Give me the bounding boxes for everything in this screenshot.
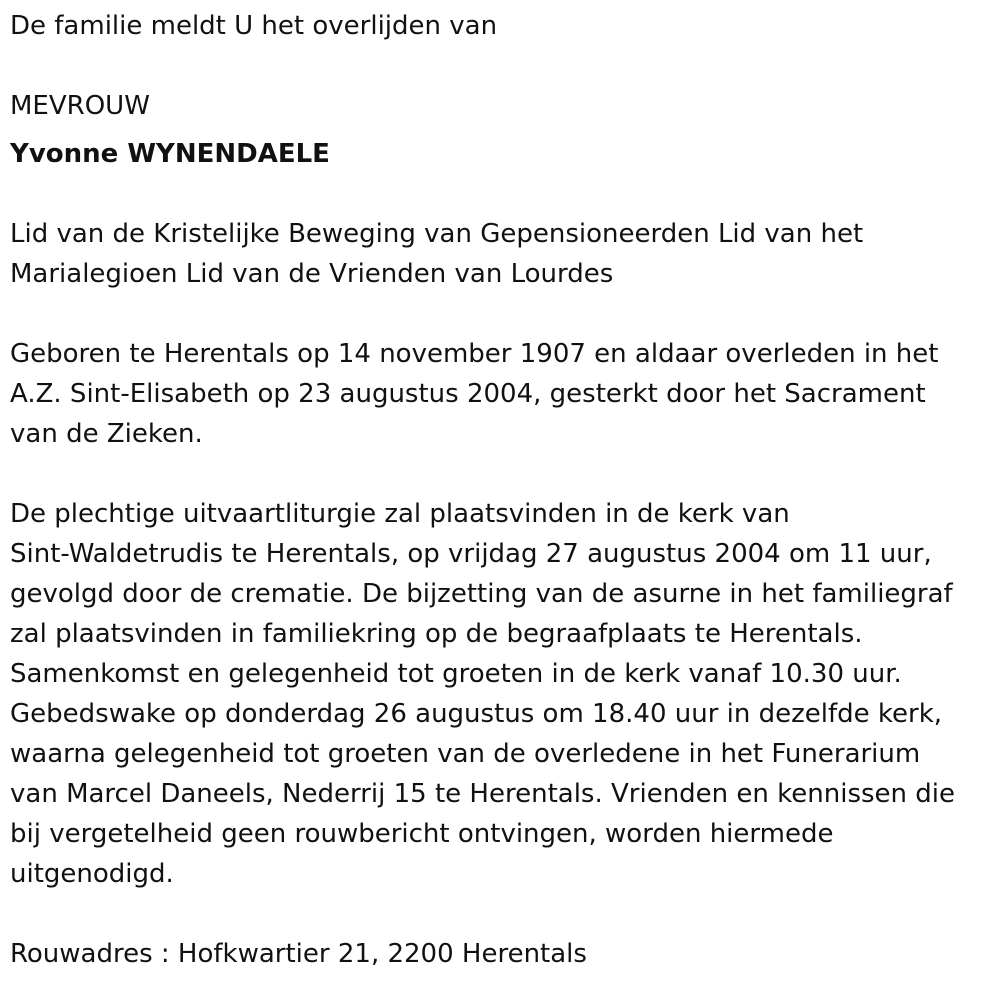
birth-death-paragraph xyxy=(10,334,1000,454)
spacer xyxy=(10,454,1000,494)
intro-text: De familie meldt U het overlijden van xyxy=(10,11,498,41)
paragraph-line: zal plaatsvinden in familiekring op de begraafplaats te Herentals. xyxy=(10,619,863,649)
spacer xyxy=(10,126,1000,134)
mourning-address: Rouwadres : Hofkwartier 21, 2200 Herentals xyxy=(10,939,587,969)
paragraph-line: uitgenodigd. xyxy=(10,859,174,889)
paragraph-line: waarna gelegenheid tot groeten van de overledene in het Funerarium xyxy=(10,739,921,769)
paragraph-line: van Marcel Daneels, Nederrij 15 te Herentals. Vrienden en kennissen die xyxy=(10,779,956,809)
paragraph-line: gevolgd door de crematie. De bijzetting van de asurne in het familiegraf xyxy=(10,579,953,609)
honorific-title: MEVROUW xyxy=(10,91,150,121)
memberships-paragraph xyxy=(10,214,1000,294)
paragraph-line: bij vergetelheid geen rouwbericht ontvingen, worden hiermede xyxy=(10,819,834,849)
paragraph-line: Marialegioen Lid van de Vrienden van Lourdes xyxy=(10,259,614,289)
paragraph-line: Gebedswake op donderdag 26 augustus om 18.40 uur in dezelfde kerk, xyxy=(10,699,943,729)
funeral-paragraph xyxy=(10,494,1000,894)
paragraph-line: De plechtige uitvaartliturgie zal plaatsvinden in de kerk van xyxy=(10,499,790,529)
spacer xyxy=(10,46,1000,86)
spacer xyxy=(10,894,1000,934)
paragraph-line: Sint-Waldetrudis te Herentals, op vrijdag 27 augustus 2004 om 11 uur, xyxy=(10,539,932,569)
paragraph-line: Samenkomst en gelegenheid tot groeten in de kerk vanaf 10.30 uur. xyxy=(10,659,902,689)
paragraph-line: Geboren te Herentals op 14 november 1907 en aldaar overleden in het xyxy=(10,339,939,369)
paragraph-line: A.Z. Sint-Elisabeth op 23 augustus 2004, gesterkt door het Sacrament xyxy=(10,379,926,409)
paragraph-line: Lid van de Kristelijke Beweging van Gepensioneerden Lid van het xyxy=(10,219,864,249)
spacer xyxy=(10,294,1000,334)
paragraph-line: van de Zieken. xyxy=(10,419,203,449)
spacer xyxy=(10,174,1000,214)
deceased-name: Yvonne WYNENDAELE xyxy=(10,139,330,169)
